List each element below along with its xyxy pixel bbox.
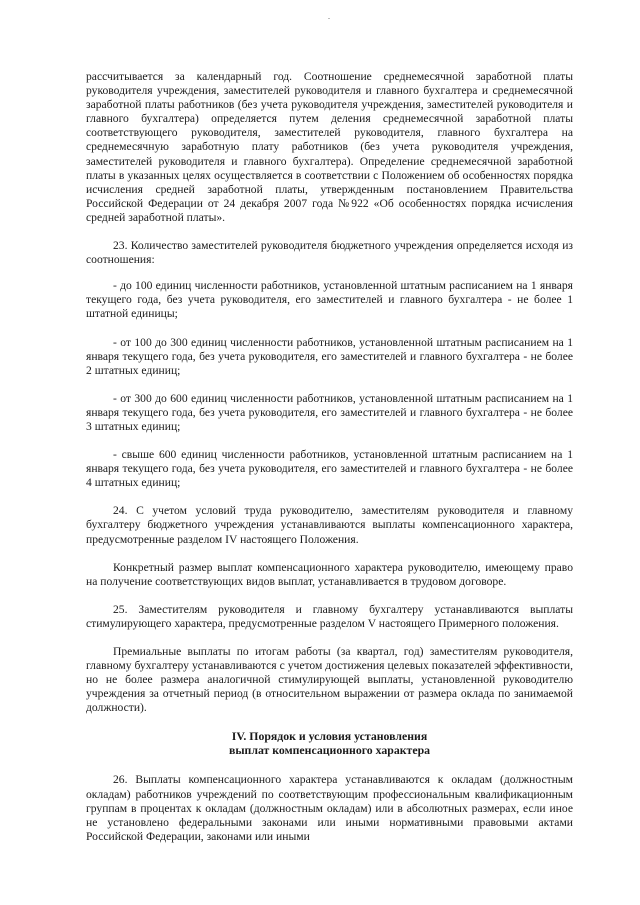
document-body xyxy=(86,70,573,858)
list-item-4: - свыше 600 единиц численности работников, установленной штатным расписанием на 1 января текущего года, без учета руководителя, его заместителей и главного бухгалтера - не более 4 штатных единиц; xyxy=(86,448,573,490)
paragraph-25-continued: Премиальные выплаты по итогам работы (за квартал, год) заместителям руководителя, главному бухгалтеру устанавливаются с учетом достижения целевых показателей эффективности, но не более размера аналогичной стимулирующей выплаты, установленной руководителю учреждения за отчетный период (в относительном выражении от размера оклада по занимаемой должности). xyxy=(86,645,573,715)
paragraph-25: 25. Заместителям руководителя и главному бухгалтеру устанавливаются выплаты стимулирующего характера, предусмотренные разделом V настоящего Примерного положения. xyxy=(86,602,573,630)
paragraph-26: 26. Выплаты компенсационного характера устанавливаются к окладам (должностным окладам) работников учреждений по соответствующим профессиональным квалификационным группам в процентах к окладам (должностным окладам) или в абсолютных размерах, если иное не установлено федеральными законами или иными нормативными правовыми актами Российской Федерации, законами или иными xyxy=(86,773,573,843)
page-mark: . xyxy=(328,12,330,21)
section-heading-line-1: IV. Порядок и условия установления xyxy=(231,729,428,744)
list-item-2: - от 100 до 300 единиц численности работников, установленной штатным расписанием на 1 января текущего года, без учета руководителя, его заместителей и главного бухгалтера - не более 2 штатных единиц; xyxy=(86,335,573,377)
list-item-3: - от 300 до 600 единиц численности работников, установленной штатным расписанием на 1 января текущего года, без учета руководителя, его заместителей и главного бухгалтера - не более 3 штатных единиц; xyxy=(86,391,573,433)
paragraph-24-continued: Конкретный размер выплат компенсационного характера руководителю, имеющему право на получение соответствующих видов выплат, устанавливается в трудовом договоре. xyxy=(86,560,573,588)
section-heading-line-2: выплат компенсационного характера xyxy=(228,743,431,758)
list-item-1: - до 100 единиц численности работников, установленной штатным расписанием на 1 января текущего года, без учета руководителя, его заместителей и главного бухгалтера - не более 1 штатной единицы; xyxy=(86,279,573,321)
paragraph-24: 24. С учетом условий труда руководителю, заместителям руководителя и главному бухгалтеру бюджетного учреждения устанавливаются выплаты компенсационного характера, предусмотренные разделом IV настоящего Положения. xyxy=(86,504,573,546)
paragraph-continuation: рассчитывается за календарный год. Соотношение среднемесячной заработной платы руководителя учреждения, заместителей руководителя и главного бухгалтера и среднемесячной заработной платы работников (без учета руководителя учреждения, заместителей руководителя и главного бухгалтера) определяется путем деления среднемесячной заработной платы соответствующего руководителя, заместителей руководителя, главного бухгалтера на среднемесячную заработную плату работников (без учета руководителя учреждения, заместителей руководителя и главного бухгалтера). Определение среднемесячной заработной платы в указанных целях осуществляется в соответствии с Положением об особенностях порядка исчисления средней заработной платы, утвержденным постановлением Правительства Российской Федерации от 24 декабря 2007 года №922 «Об особенностях порядка исчисления средней заработной платы». xyxy=(86,70,573,224)
section-heading-iv xyxy=(86,729,573,757)
paragraph-23: 23. Количество заместителей руководителя бюджетного учреждения определяется исходя из соотношения: xyxy=(86,239,573,267)
